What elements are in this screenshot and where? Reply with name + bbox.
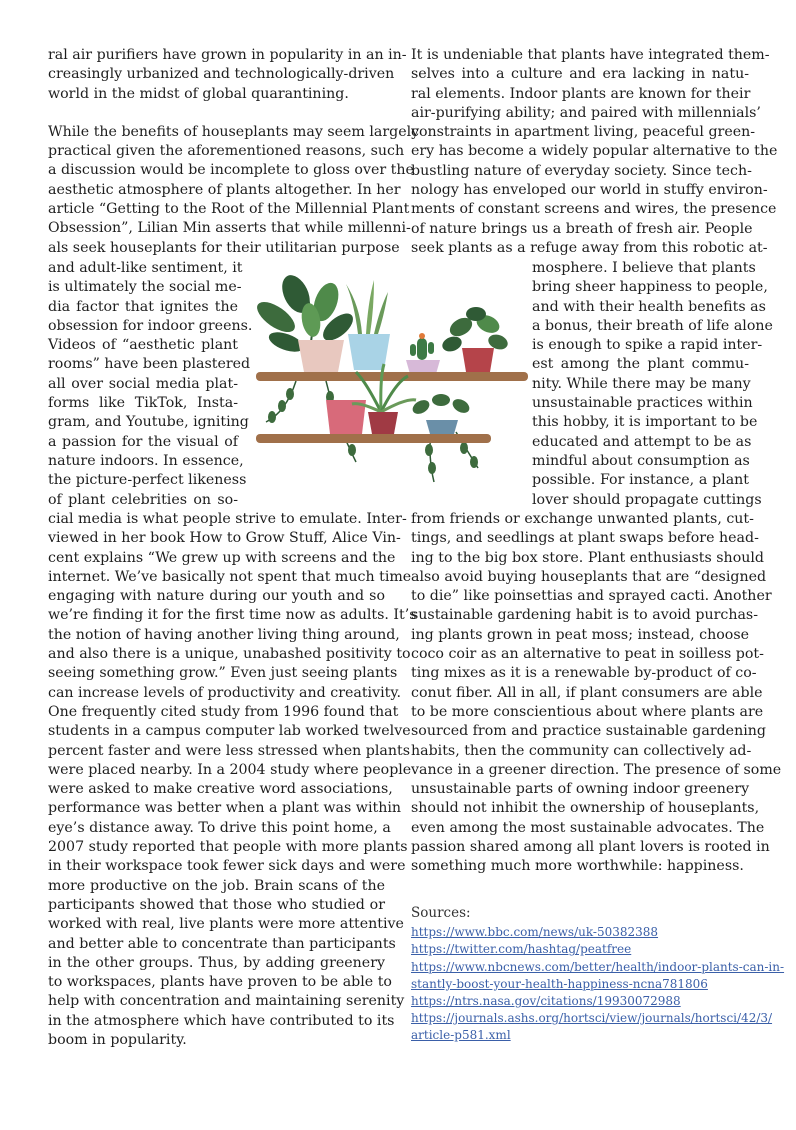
text-line: forms like TikTok, Insta- <box>48 395 238 412</box>
text-line: viewed in her book How to Grow Stuff, Alice Vin- <box>48 530 401 547</box>
left-paragraph-bottom <box>48 510 417 1050</box>
text-line: in the other groups. Thus, by adding greenery <box>48 954 385 971</box>
text-line: of plant celebrities on so- <box>48 491 238 508</box>
text-line: eye’s distance away. To drive this point home, a <box>48 819 391 836</box>
text-line: air-purifying ability; and paired with millennials’ <box>411 104 761 121</box>
text-line: to be more conscientious about where plants are <box>411 703 764 720</box>
text-line: nology has enveloped our world in stuffy environ- <box>411 182 768 199</box>
pink-pot-icon <box>298 340 344 372</box>
text-line: obsession for indoor greens. <box>48 317 253 334</box>
text-line: a bonus, their breath of life alone <box>532 317 773 334</box>
sources-heading: Sources: <box>411 905 471 921</box>
red-pot-icon <box>462 348 494 372</box>
text-line: nity. While there may be many <box>532 375 751 392</box>
text-line: unsustainable parts of owning indoor greenery <box>411 781 750 798</box>
text-line: performance was better when a plant was within <box>48 800 402 817</box>
lilac-pot-icon <box>406 360 440 374</box>
text-line: even among the most sustainable advocates. The <box>411 819 765 836</box>
text-line: habits, then the community can collectively ad- <box>411 742 752 759</box>
text-line: can increase levels of productivity and creativity. <box>48 684 401 701</box>
text-line: gram, and Youtube, igniting <box>48 414 249 431</box>
sources-links <box>411 924 785 1044</box>
text-line: help with concentration and maintaining serenity <box>48 993 405 1010</box>
text-line: should not inhibit the ownership of houseplants, <box>411 800 760 817</box>
text-line: practical given the aforementioned reasons, such <box>48 143 405 160</box>
text-line: ery has become a widely popular alternative to the <box>411 143 778 160</box>
text-line: the picture-perfect likeness <box>48 472 247 489</box>
text-line: and adult-like sentiment, it <box>48 260 243 276</box>
maroon-pot-icon <box>368 412 398 434</box>
text-line: 2007 study reported that people with more plants <box>48 839 408 856</box>
text-line: mindful about consumption as <box>532 452 750 469</box>
text-line: internet. We’ve basically not spent that much time <box>48 568 412 585</box>
text-line: of nature brings us a breath of fresh air. People <box>411 220 753 237</box>
slate-pot-icon <box>426 420 458 434</box>
text-line: a discussion would be incomplete to gloss over the <box>48 162 414 179</box>
text-line: Obsession”, Lilian Min asserts that while millenni- <box>48 220 411 237</box>
source-link[interactable]: https://www.bbc.com/news/uk-50382388 <box>411 925 659 940</box>
text-line: passion shared among all plant lovers is rooted in <box>411 839 770 856</box>
text-line: and better able to concentrate than participants <box>48 935 396 952</box>
text-line: this hobby, it is important to be <box>532 414 758 431</box>
source-link[interactable]: stantly-boost-your-health-happiness-ncna781806 <box>411 976 708 991</box>
text-line: to die” like poinsettias and sprayed cacti. Another <box>411 588 772 605</box>
text-line: in the atmosphere which have contributed to its <box>48 1012 395 1029</box>
text-line: is ultimately the social me- <box>48 279 242 296</box>
text-line: ting mixes as it is a renewable by-product of co- <box>411 665 757 682</box>
text-line: ral elements. Indoor plants are known for their <box>411 85 751 102</box>
text-line: conut fiber. All in all, if plant consumers are able <box>411 684 763 701</box>
sources-section <box>411 905 785 1045</box>
pothos-plant-icon <box>440 307 510 354</box>
text-line: also avoid buying houseplants that are “designed <box>411 568 767 585</box>
spider-plant-icon <box>352 364 416 412</box>
text-line: unsustainable practices within <box>532 395 753 412</box>
text-line: from friends or exchange unwanted plants, cut- <box>411 511 754 527</box>
text-line: vance in a greener direction. The presence of some <box>411 761 782 778</box>
source-link[interactable]: article-p581.xml <box>411 1028 511 1043</box>
text-line: bustling nature of everyday society. Since tech- <box>411 162 752 179</box>
text-line: is enough to spike a rapid inter- <box>532 337 763 354</box>
text-line: boom in popularity. <box>48 1032 187 1049</box>
text-line: rooms” have been plastered <box>48 356 251 373</box>
bottom-shelf-icon <box>256 434 491 443</box>
right-paragraph-bottom <box>411 510 782 877</box>
text-line: and also there is a unique, unabashed positivity to <box>48 646 411 663</box>
text-line: in their workspace took fewer sick days and were <box>48 858 406 875</box>
text-line: world in the midst of global quarantining. <box>48 85 349 102</box>
text-line: ments of constant screens and wires, the presence <box>411 201 777 218</box>
text-line: percent faster and were less stressed when plants <box>48 742 410 759</box>
snake-plant-icon <box>346 280 388 334</box>
text-line: One frequently cited study from 1996 found that <box>48 703 399 720</box>
text-line: the notion of having another living thing around, <box>48 626 400 643</box>
text-line: to workspaces, plants have proven to be able to <box>48 974 392 991</box>
right-paragraph-narrow <box>532 259 773 510</box>
text-line: sustainable gardening habit is to avoid purchas- <box>411 607 758 624</box>
text-line: seeing something grow.” Even just seeing plants <box>48 665 398 682</box>
left-paragraph-narrow <box>48 259 253 510</box>
text-line: and with their health benefits as <box>532 298 766 315</box>
text-line: dia factor that ignites the <box>48 298 238 315</box>
text-line: more productive on the job. Brain scans of the <box>48 877 385 894</box>
source-link[interactable]: https://ntrs.nasa.gov/citations/19930072988 <box>411 994 681 1009</box>
text-line: we’re finding it for the first time now as adults. It’s <box>48 607 417 624</box>
text-line: bring sheer happiness to people, <box>532 279 768 296</box>
text-line: aesthetic atmosphere of plants altogether. In her <box>48 181 401 198</box>
text-line: ing to the big box store. Plant enthusiasts should <box>411 549 764 566</box>
top-shelf-icon <box>256 372 528 381</box>
text-line: constraints in apartment living, peaceful green- <box>411 124 756 141</box>
left-column <box>48 46 420 258</box>
right-paragraph-top <box>411 46 778 258</box>
text-line: educated and attempt to be as <box>532 433 752 450</box>
text-line: were placed nearby. In a 2004 study where people <box>48 761 412 778</box>
text-line: possible. For instance, a plant <box>532 472 749 489</box>
text-line: tings, and seedlings at plant swaps before head- <box>411 530 759 547</box>
text-line: seek plants as a refuge away from this robotic at- <box>411 239 768 256</box>
left-paragraph-top <box>48 46 407 104</box>
text-line: were asked to make creative word associations, <box>48 781 393 798</box>
text-line: all over social media plat- <box>48 375 238 392</box>
text-line: mosphere. I believe that plants <box>532 260 756 276</box>
text-line: selves into a culture and era lacking in natu- <box>411 66 749 83</box>
source-link[interactable]: https://www.nbcnews.com/better/health/indoor-plants-can-in- <box>411 959 785 974</box>
text-line: sourced from and practice sustainable gardening <box>411 723 766 740</box>
cactus-icon <box>410 333 434 360</box>
text-line: While the benefits of houseplants may seem largely <box>48 123 420 140</box>
text-line: cent explains “We grew up with screens and the <box>48 549 396 566</box>
text-line: worked with real, live plants were more attentive <box>48 916 404 933</box>
left-paragraph-2 <box>48 123 420 258</box>
plant-shelf-illustration <box>256 272 528 492</box>
source-link[interactable]: https://journals.ashs.org/hortsci/view/journals/hortsci/42/3/ <box>411 1011 773 1026</box>
text-line: als seek houseplants for their utilitarian purpose <box>48 239 400 256</box>
text-line: article “Getting to the Root of the Millennial Plant <box>48 201 410 218</box>
text-line: ing plants grown in peat moss; instead, choose <box>411 626 749 643</box>
text-line: something much more worthwhile: happiness. <box>411 858 744 875</box>
text-line: est among the plant commu- <box>532 356 749 373</box>
text-line: students in a campus computer lab worked twelve <box>48 723 411 740</box>
text-line: coco coir as an alternative to peat in soilless pot- <box>411 646 764 663</box>
text-line: cial media is what people strive to emulate. Inter- <box>48 511 407 527</box>
text-line: Videos of “aesthetic plant <box>48 337 238 354</box>
source-link[interactable]: https://twitter.com/hashtag/peatfree <box>411 942 632 957</box>
text-line: a passion for the visual of <box>48 433 238 450</box>
text-line: creasingly urbanized and technologically-driven <box>48 66 395 83</box>
text-line: engaging with nature during our youth and so <box>48 588 385 605</box>
text-line: lover should propagate cuttings <box>532 491 762 508</box>
text-line: participants showed that those who studied or <box>48 896 385 913</box>
text-line: It is undeniable that plants have integrated them- <box>411 47 770 63</box>
text-line: ral air purifiers have grown in popularity in an in- <box>48 47 407 63</box>
text-line: nature indoors. In essence, <box>48 452 244 469</box>
